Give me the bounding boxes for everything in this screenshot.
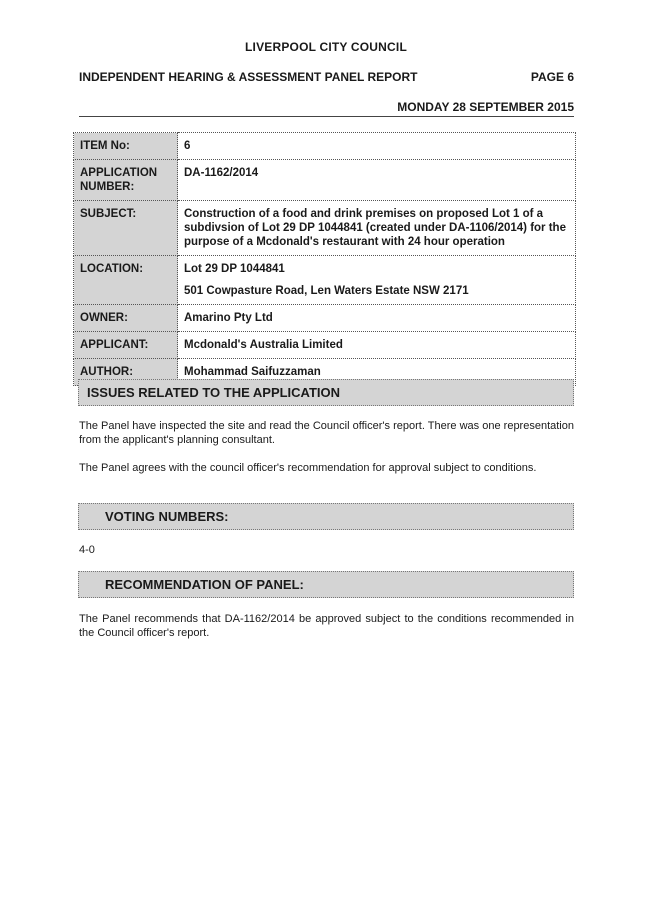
- table-row: [74, 201, 576, 256]
- application-details-table: [73, 132, 576, 386]
- item-value: 6: [178, 133, 576, 160]
- subject-value: Construction of a food and drink premises on proposed Lot 1 of a subdivsion of Lot 29 DP 1044841 (created under DA-1106/2014) for the purpose of a Mcdonald's restaurant with 24 hour operation: [178, 201, 576, 256]
- applicant-label: APPLICANT:: [74, 332, 178, 359]
- application-label: APPLICATION NUMBER:: [74, 160, 178, 201]
- location-lot: Lot 29 DP 1044841: [184, 263, 285, 275]
- owner-value: Amarino Pty Ltd: [178, 305, 576, 332]
- table-row: [74, 160, 576, 201]
- recommendation-heading: RECOMMENDATION OF PANEL:: [78, 571, 574, 598]
- location-value: [178, 256, 576, 305]
- table-row: [74, 133, 576, 160]
- voting-result: 4-0: [79, 544, 95, 556]
- applicant-value: Mcdonald's Australia Limited: [178, 332, 576, 359]
- table-row: [74, 256, 576, 305]
- location-label: LOCATION:: [74, 256, 178, 305]
- issues-paragraph-1: The Panel have inspected the site and read the Council officer's report. There was one representation from the applicant's planning consultant.: [79, 420, 574, 446]
- subject-label: SUBJECT:: [74, 201, 178, 256]
- report-title: INDEPENDENT HEARING & ASSESSMENT PANEL REPORT: [79, 70, 418, 84]
- recommendation-paragraph: The Panel recommends that DA-1162/2014 be approved subject to the conditions recommended in the Council officer's report.: [79, 613, 574, 639]
- issues-paragraph-2: The Panel agrees with the council officer's recommendation for approval subject to conditions.: [79, 462, 537, 474]
- table-row: [74, 305, 576, 332]
- header-divider: [79, 116, 574, 117]
- voting-heading: VOTING NUMBERS:: [78, 503, 574, 530]
- author-label: AUTHOR:: [74, 359, 178, 386]
- application-value: DA-1162/2014: [178, 160, 576, 201]
- council-name: LIVERPOOL CITY COUNCIL: [245, 40, 407, 54]
- owner-label: OWNER:: [74, 305, 178, 332]
- issues-heading: ISSUES RELATED TO THE APPLICATION: [78, 379, 574, 406]
- author-value: Mohammad Saifuzzaman: [178, 359, 576, 386]
- table-row: [74, 332, 576, 359]
- report-date: MONDAY 28 SEPTEMBER 2015: [397, 100, 574, 114]
- location-address: 501 Cowpasture Road, Len Waters Estate NSW 2171: [184, 285, 469, 297]
- item-label: ITEM No:: [74, 133, 178, 160]
- page-number: PAGE 6: [530, 70, 574, 84]
